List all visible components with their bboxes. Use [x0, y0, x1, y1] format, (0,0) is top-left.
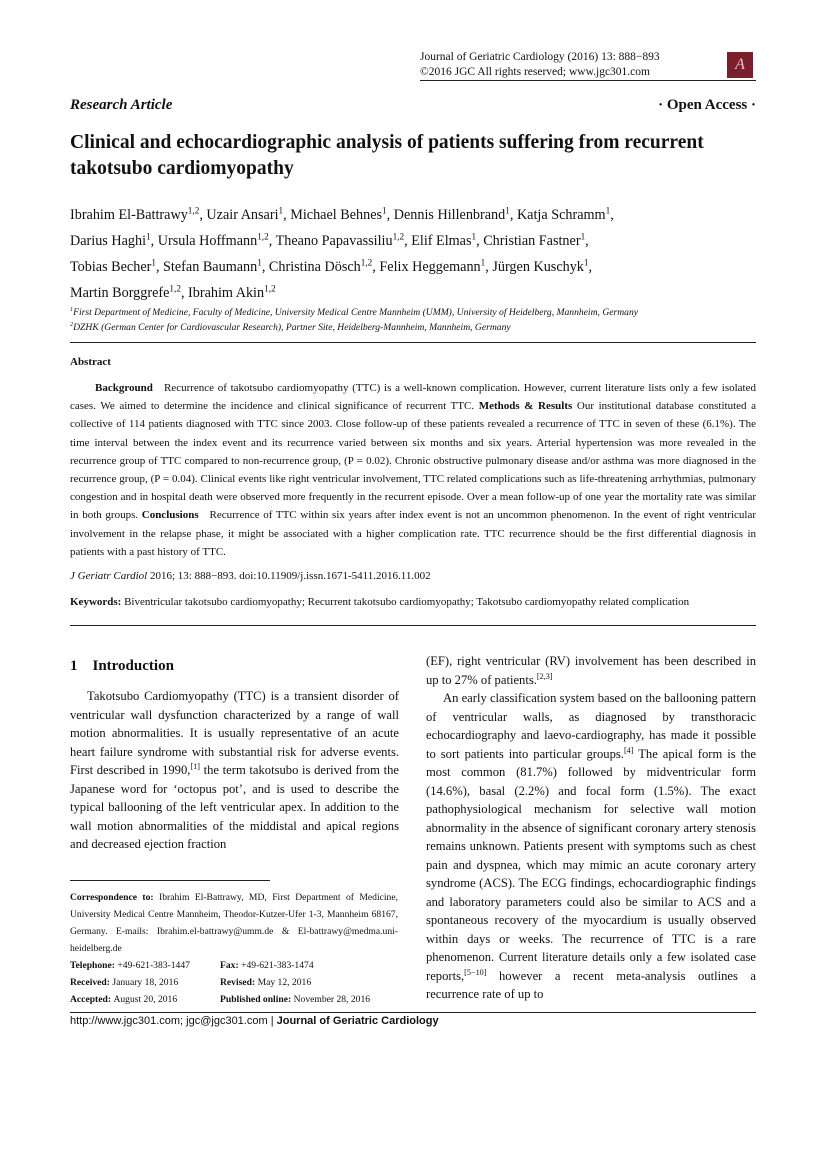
footnote-rule: [70, 880, 270, 881]
author: Ursula Hoffmann$^{1,2}$: [157, 231, 269, 249]
right-column-text: (EF), right ventricular (RV) involvement has been described in up to 27% of patients.[2,3] An early classification system based on the ballooning pattern of ventricular walls, as diagnosed by transthoracic echocardiography and laevo-cardiography, has made it possible to sort patients into particular groups.[4] The apical form is the most common (81.7%) followed by midventricular form (14.6%), basal (2.2%) and focal form (1.5%). The exact pathophysiological mechanism for selective wall motion abnormality in the absence of significant coronary artery stenosis remains unknown. Patients present with symptoms such as chest pain and dyspnea, which may mimic an acute coronary artery syndrome (ACS). The ECG findings, echocardiographic findings and laboratory parameters could also be similar to ACS and a spontaneous recovery of the myocardium is usually observed within days or weeks. The recurrence of TTC is a rare phenomenon. Current literature details only a few isolated case reports,[5−10] however a recent meta-analysis outlines a recurrence rate of up to: [426, 654, 756, 1001]
author: Jürgen Kuschyk$^1$: [492, 257, 589, 275]
author: Uzair Ansari$^1$: [206, 205, 284, 223]
author: Christian Fastner$^1$: [483, 231, 586, 249]
author: Darius Haghi$^1$: [70, 231, 151, 249]
author: Ibrahim El-Battrawy$^{1,2}$: [70, 205, 200, 223]
footer-links[interactable]: http://www.jgc301.com; jgc@jgc301.com |: [70, 1015, 277, 1027]
affiliation: $^1$First Department of Medicine, Faculty of Medicine, University Medical Centre Mannheim (UMM), University of Heidelberg, Mannheim, Germany: [70, 305, 639, 318]
divider: [70, 342, 756, 343]
author: Dennis Hillenbrand$^1$: [393, 205, 510, 223]
divider: [70, 625, 756, 626]
paper-title: Clinical and echocardiographic analysis of patients suffering from recurrent takotsubo cardiomyopathy: [70, 132, 704, 179]
keywords: Keywords: Biventricular takotsubo cardiomyopathy; Recurrent takotsubo cardiomyopathy; Takotsubo cardiomyopathy related complication: [70, 596, 690, 608]
section-heading: 1 Introduction: [70, 658, 174, 674]
page-footer: http://www.jgc301.com; jgc@jgc301.com | Journal of Geriatric Cardiology: [70, 1015, 439, 1027]
affiliation: $^2$DZHK (German Center for Cardiovascular Research), Partner Site, Heidelberg-Mannheim, Mannheim, Germany: [70, 320, 511, 333]
footnote: Correspondence to: Ibrahim El-Battrawy, MD, First Department of Medicine, University Medical Centre Mannheim, Theodor-Kutzer-Ufer 1-3, Mannheim 68167, Germany. E-mails: Ibrahim.el-battrawy@umm.de & El-battrawy@medma.uni-heidelberg.de Telephone: +49-621-383-1447 Fax: +49-621-383-1474 Received: January 18, 2016 Revised: May 12, 2016 Accepted: August 20, 2016 Published online: November 28, 2016: [70, 892, 398, 1005]
journal-header: [420, 50, 660, 80]
author-list: Ibrahim El-Battrawy$^{1,2}$, Uzair Ansari$^1$, Michael Behnes$^1$, Dennis Hillenbrand$^1$, Katja Schramm$^1$, Darius Haghi$^1$, Ursula Hoffmann$^{1,2}$, Theano Papavassiliu$^{1,2}$, Elif Elmas$^1$, Christian Fastner$^1$, Tobias Becher$^1$, Stefan Baumann$^1$, Christina Dösch$^{1,2}$, Felix Heggemann$^1$, Jürgen Kuschyk$^1$, Martin Borggrefe$^{1,2}$, Ibrahim Akin$^{1,2}$: [70, 205, 614, 301]
author: Elif Elmas$^1$: [411, 231, 477, 249]
abstract-heading: Abstract: [70, 356, 111, 368]
author: Katja Schramm$^1$: [516, 205, 611, 223]
author: Felix Heggemann$^1$: [379, 257, 486, 275]
journal-logo: A: [727, 52, 753, 78]
open-access-label: · Open Access ·: [658, 97, 756, 113]
author: Martin Borggrefe$^{1,2}$: [70, 283, 181, 301]
author: Ibrahim Akin$^{1,2}$: [188, 283, 276, 301]
author: Christina Dösch$^{1,2}$: [268, 257, 373, 275]
author: Tobias Becher$^1$: [70, 257, 156, 275]
article-type: Research Article: [70, 97, 173, 113]
abstract-text: Background Recurrence of takotsubo cardiomyopathy (TTC) is a well-known complication. However, current literature lists only a few isolated cases. We aimed to determine the incidence and clinical significance of recurrent TTC. Methods & Results Our institutional database constituted a collective of 114 patients diagnosed with TTC since 2003. Close follow-up of these patients revealed a recurrence of TTC in seven of these (6.1%). The time interval between the index event and its recurrence varied between six months and six years. Arterial hypertension was more revealed in the recurrence group of TTC compared to non-recurrence group, (P = 0.02). Chronic obstructive pulmonary disease and/or asthma was more diagnosed in the recurrence group, (P = 0.04). Clinical events like right ventricular involvement, TTC related complications such as life-threatening arrhythmias, pulmonary congestion and in hospital death were observed more frequently in the recurrent episode. Over a mean follow-up of one year the mortality rate was similar in both groups. Conclusions Recurrence of TTC within six years after index event is not an uncommon phenomenon. In the event of right ventricular involvement in the relapse phase, it might be associated with a higher complication rate. TTC recurrence should be the first differential diagnosis in patients with a past history of TTC.: [70, 382, 757, 558]
author: Stefan Baumann$^1$: [163, 257, 262, 275]
header-rule: [420, 80, 756, 81]
left-column-text: Takotsubo Cardiomyopathy (TTC) is a transient disorder of ventricular wall dysfunction characterized by a range of wall motion abnormalities. It is usually representative of an acute heart failure syndrome with substantial risk for adverse events. First described in 1990,[1] the term takotsubo is derived from the Japanese word for ‘octopus pot’, and is used to describe the typical ballooning of the left ventricular apex. In addition to the wall motion abnormalities of the middistal and apical regions and decreased ejection fraction: [70, 689, 399, 851]
citation: J Geriatr Cardiol 2016; 13: 888−893. doi:10.11909/j.issn.1671-5411.2016.11.002: [70, 570, 431, 582]
footer-rule: [70, 1012, 756, 1013]
copyright: ©2016 JGC All rights reserved; www.jgc301.com: [420, 66, 650, 78]
journal-citation: Journal of Geriatric Cardiology (2016) 13: 888−893: [420, 51, 660, 63]
affiliations: [70, 305, 760, 335]
author: Theano Papavassiliu$^{1,2}$: [275, 231, 405, 249]
author: Michael Behnes$^1$: [290, 205, 387, 223]
